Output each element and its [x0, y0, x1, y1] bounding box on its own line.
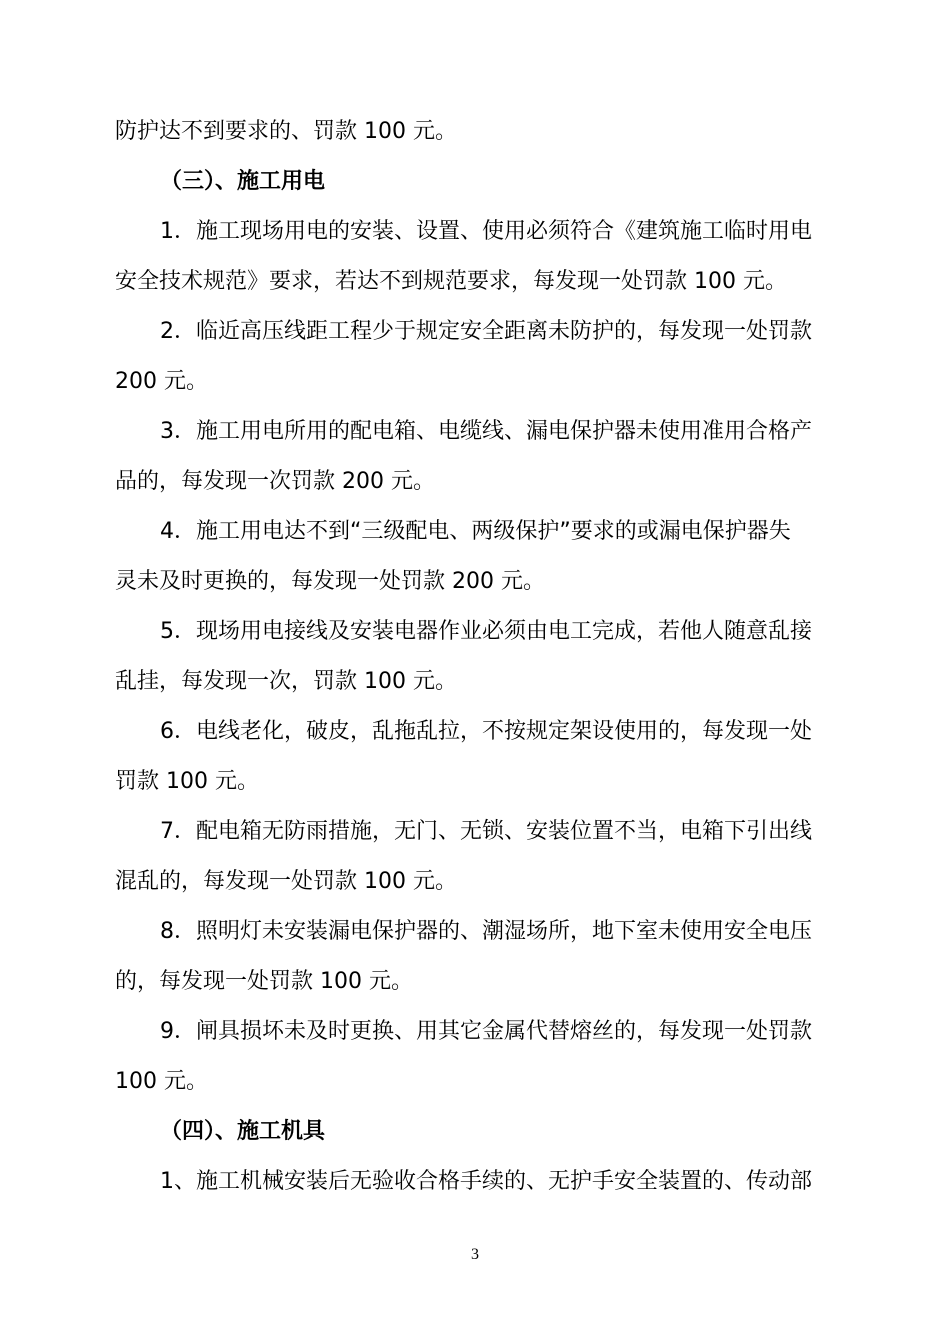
text-line: 乱挂，每发现一次，罚款 100 元。	[115, 669, 457, 694]
text-line: 混乱的，每发现一处罚款 100 元。	[115, 869, 457, 894]
text-line: 1、施工机械安装后无验收合格手续的、无护手安全装置的、传动部	[160, 1169, 812, 1194]
text-line: 4．施工用电达不到“三级配电、两级保护”要求的或漏电保护器失	[160, 519, 791, 544]
text-line: 灵未及时更换的，每发现一处罚款 200 元。	[115, 569, 545, 594]
text-line: 防护达不到要求的、罚款 100 元。	[115, 119, 457, 144]
text-line: 安全技术规范》要求，若达不到规范要求，每发现一处罚款 100 元。	[115, 269, 787, 294]
text-line: 8．照明灯未安装漏电保护器的、潮湿场所，地下室未使用安全电压	[160, 919, 812, 944]
text-line: 200 元。	[115, 369, 208, 394]
text-line: 的，每发现一处罚款 100 元。	[115, 969, 413, 994]
text-line: 3．施工用电所用的配电箱、电缆线、漏电保护器未使用准用合格产	[160, 419, 812, 444]
text-line: 2．临近高压线距工程少于规定安全距离未防护的，每发现一处罚款	[160, 319, 812, 344]
page-number: 3	[471, 1246, 479, 1263]
section-heading: （三）、施工用电	[160, 169, 326, 194]
text-line: 1．施工现场用电的安装、设置、使用必须符合《建筑施工临时用电	[160, 219, 812, 244]
section-heading: （四）、施工机具	[160, 1119, 326, 1144]
text-line: 品的，每发现一次罚款 200 元。	[115, 469, 435, 494]
text-line: 7．配电箱无防雨措施，无门、无锁、安装位置不当，电箱下引出线	[160, 819, 812, 844]
text-line: 100 元。	[115, 1069, 208, 1094]
text-line: 罚款 100 元。	[115, 769, 259, 794]
text-line: 5．现场用电接线及安装电器作业必须由电工完成，若他人随意乱接	[160, 619, 812, 644]
text-line: 9．闸具损坏未及时更换、用其它金属代替熔丝的，每发现一处罚款	[160, 1019, 812, 1044]
text-line: 6．电线老化，破皮，乱拖乱拉，不按规定架设使用的，每发现一处	[160, 719, 812, 744]
